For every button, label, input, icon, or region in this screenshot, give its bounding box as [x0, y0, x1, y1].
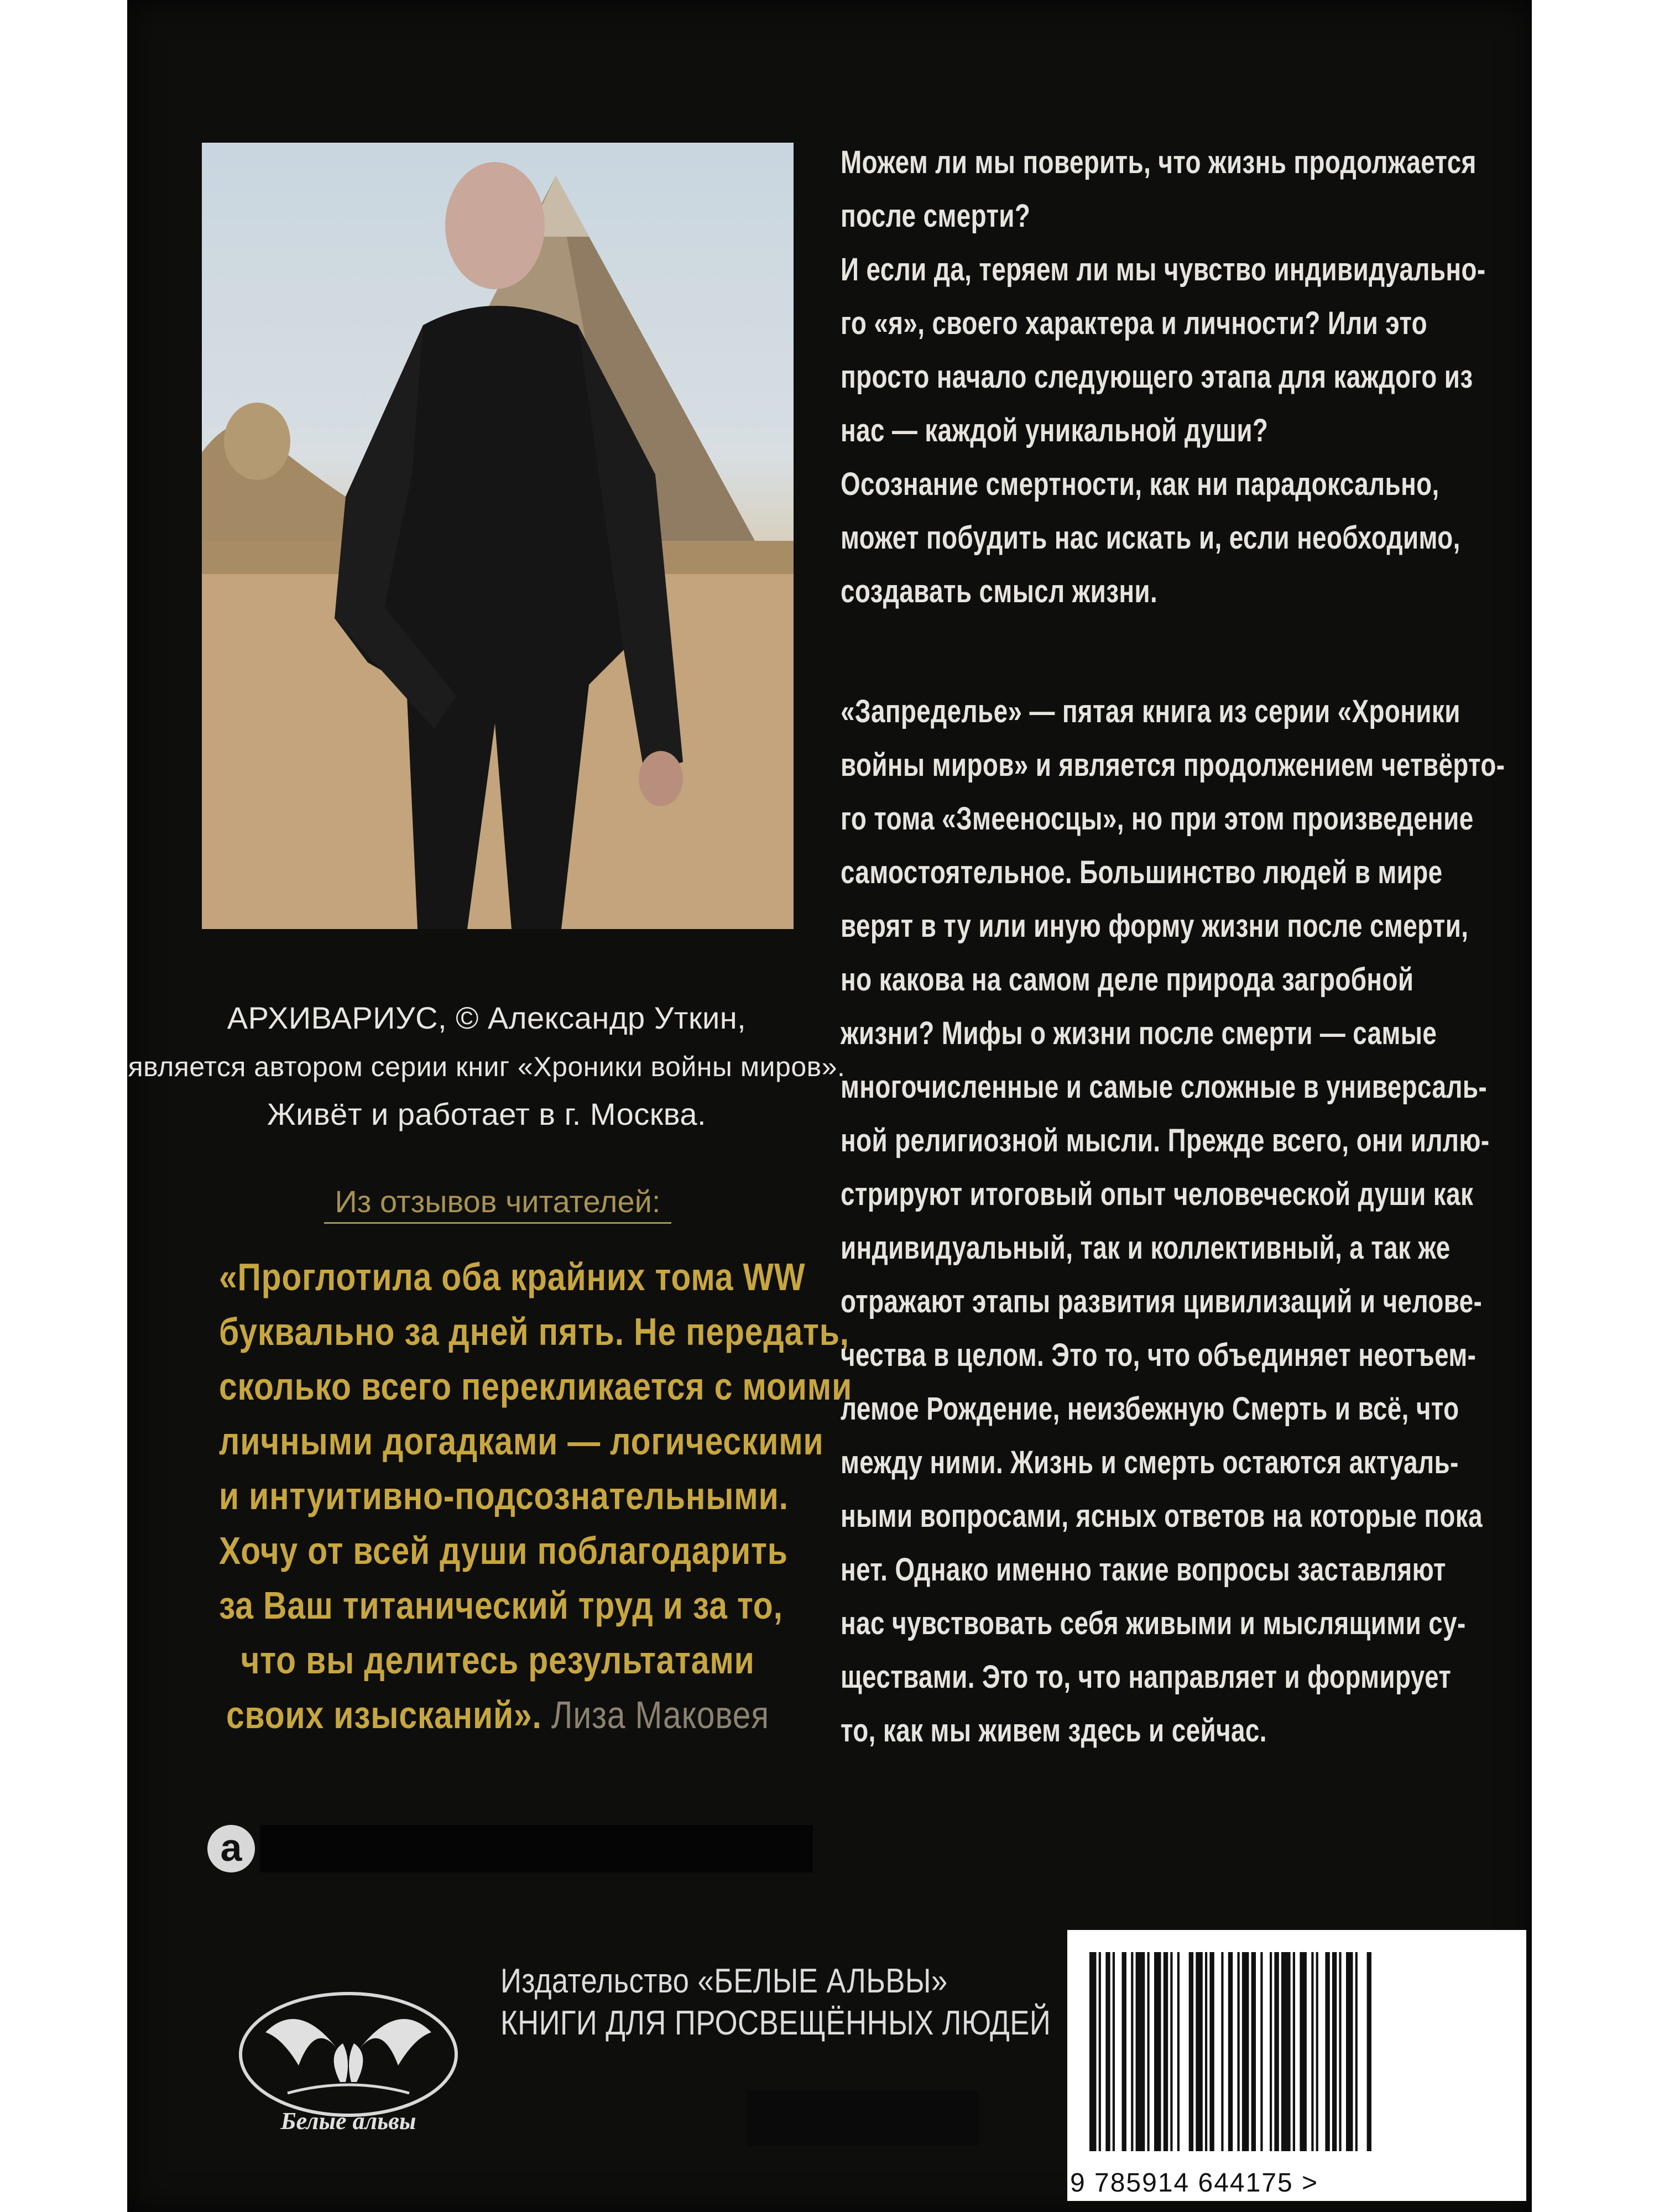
- blurb-line: то, как мы живем здесь и сейчас.: [841, 1713, 1267, 1749]
- swan-wing-right: [359, 2019, 431, 2065]
- blurb-line: стрируют итоговый опыт человеческой души как: [841, 1176, 1474, 1212]
- barcode-bar: [1293, 1952, 1295, 2151]
- author-caption-line1: АРХИВАРИУС, © Александр Уткин,: [227, 1000, 747, 1035]
- blurb-line: жизни? Мифы о жизни после смерти — самые: [841, 1015, 1437, 1051]
- blurb-line: после смерти?: [841, 198, 1031, 234]
- quote-line-last: [219, 1688, 776, 1743]
- quote-line: «Проглотила оба крайних тома WW: [219, 1255, 806, 1298]
- blurb-line: между ними. Жизнь и смерть остаются актуаль-: [841, 1444, 1459, 1480]
- barcode-bar: [1089, 1952, 1097, 2151]
- reviews-heading-text: Из отзывов читателей:: [324, 1184, 672, 1224]
- barcode-bar: [1238, 1952, 1240, 2151]
- barcode-bar: [1099, 1952, 1101, 2151]
- blurb-line: отражают этапы развития цивилизаций и челове-: [841, 1284, 1483, 1319]
- barcode-bars: [1067, 1930, 1526, 2168]
- publisher-line1: Издательство «БЕЛЫЕ АЛЬВЫ»: [500, 1962, 948, 2000]
- man-head: [445, 162, 545, 289]
- blurb-line: чества в целом. Это то, что объединяет неотъем-: [841, 1337, 1477, 1373]
- barcode-bar: [1177, 1952, 1180, 2151]
- barcode-bar: [1205, 1952, 1207, 2151]
- barcode-bar: [1260, 1952, 1262, 2151]
- barcode-bar: [1154, 1952, 1161, 2151]
- blurb-line: но какова на самом деле природа загробной: [841, 962, 1414, 998]
- barcode-bar: [1251, 1952, 1256, 2151]
- barcode-bar: [1147, 1952, 1150, 2151]
- barcode-bar: [1325, 1952, 1329, 2151]
- blurb-line: верят в ту или иную форму жизни после смерти,: [841, 908, 1469, 944]
- barcode-bar: [1105, 1952, 1110, 2151]
- swan-body-right: [349, 2043, 363, 2082]
- barcode-bar: [1242, 1952, 1249, 2151]
- barcode-bar: [1281, 1952, 1291, 2151]
- man-hand: [639, 751, 683, 806]
- sphinx-head: [224, 403, 290, 480]
- author-photo: [202, 143, 794, 929]
- barcode-bar: [1300, 1952, 1307, 2151]
- barcode-bar: [1170, 1952, 1172, 2151]
- blurb-line: Осознание смертности, как ни парадоксально,: [841, 466, 1439, 502]
- swan-body-left: [334, 2043, 348, 2082]
- barcode-bar: [1332, 1952, 1337, 2151]
- publisher-line2: КНИГИ ДЛЯ ПРОСВЕЩЁННЫХ ЛЮДЕЙ: [500, 2004, 1051, 2042]
- blurb-line: ной религиозной мысли. Прежде всего, они иллю-: [841, 1123, 1490, 1159]
- redacted-block: [747, 2090, 979, 2146]
- blurb-line: го тома «Змееносцы», но при этом произведение: [841, 801, 1474, 837]
- blurb-text: [841, 135, 1505, 1757]
- swan-logo-icon: [232, 1988, 465, 2137]
- blurb-line: многочисленные и самые сложные в универсаль-: [841, 1069, 1488, 1105]
- barcode-bar: [1196, 1952, 1203, 2151]
- blurb-line: ществами. Это то, что направляет и формирует: [841, 1659, 1452, 1695]
- blurb-line: может побудить нас искать и, если необходимо,: [841, 520, 1460, 556]
- blurb-line: индивидуальный, так и коллективный, а так же: [841, 1230, 1451, 1266]
- barcode-bar: [1274, 1952, 1279, 2151]
- quote-line: и интуитивно-подсознательными.: [219, 1474, 789, 1517]
- barcode-bar: [1189, 1952, 1193, 2151]
- blurb-line: нет. Однако именно такие вопросы заставляют: [841, 1552, 1446, 1588]
- blurb-line: создавать смысл жизни.: [841, 573, 1158, 609]
- author-caption-line2: является автором серии книг «Хроники войны миров».: [128, 1051, 846, 1082]
- blurb-line: Можем ли мы поверить, что жизнь продолжается: [841, 144, 1477, 180]
- blurb-line: го «я», своего характера и личности? Или это: [841, 305, 1428, 341]
- quote-line: сколько всего перекликается с моими: [219, 1365, 853, 1408]
- blurb-line: лемое Рождение, неизбежную Смерть и всё, что: [841, 1391, 1459, 1427]
- reader-quote: [219, 1250, 853, 1743]
- author-caption-line3: Живёт и работает в г. Москва.: [267, 1097, 707, 1131]
- barcode-bar: [1316, 1952, 1318, 2151]
- publisher-badge-icon: a: [207, 1825, 255, 1872]
- swan-wing-left: [265, 2019, 337, 2065]
- author-photo-illustration: [202, 143, 794, 929]
- blurb-line: нас — каждой уникальной души?: [841, 413, 1269, 448]
- paragraph-gap: [841, 618, 1391, 685]
- barcode-bar: [1228, 1952, 1233, 2151]
- barcode-bar: [1311, 1952, 1313, 2151]
- barcode-bar: [1339, 1952, 1341, 2151]
- barcode-bar: [1113, 1952, 1115, 2151]
- barcode-bar: [1136, 1952, 1145, 2151]
- quote-line: буквально за дней пять. Не передать,: [219, 1310, 849, 1353]
- blurb-line: нас чувствовать себя живыми и мыслящими су-: [841, 1605, 1466, 1641]
- quote-author: Лиза Маковея: [551, 1693, 769, 1736]
- barcode: [1067, 1930, 1526, 2201]
- isbn-digits: 9 785914 644175 >: [1070, 2168, 1319, 2198]
- blurb-line: «Запределье» — пятая книга из серии «Хроники: [841, 693, 1460, 729]
- quote-line: за Ваш титанический труд и за то,: [219, 1584, 783, 1627]
- barcode-bar: [1122, 1952, 1126, 2151]
- redacted-bar: [260, 1825, 813, 1872]
- quote-line: личными догадками — логическими: [219, 1420, 824, 1463]
- barcode-bar: [1346, 1952, 1353, 2151]
- barcode-bar: [1209, 1952, 1214, 2151]
- blurb-line: ными вопросами, ясных ответов на которые пока: [841, 1498, 1483, 1534]
- quote-line: что вы делитесь результатами: [241, 1639, 755, 1682]
- barcode-bar: [1131, 1952, 1133, 2151]
- blurb-line: И если да, теряем ли мы чувство индивидуально-: [841, 252, 1486, 288]
- quote-line: своих изысканий».: [226, 1693, 542, 1736]
- barcode-bar: [1270, 1952, 1272, 2151]
- quote-line: Хочу от всей души поблагодарить: [219, 1529, 788, 1572]
- blurb-line: просто начало следующего этапа для каждого из: [841, 359, 1473, 395]
- barcode-bar: [1355, 1952, 1358, 2151]
- logo-wave: [288, 2085, 409, 2093]
- blurb-line: войны миров» и является продолжением четвёрто-: [841, 747, 1505, 783]
- barcode-bar: [1164, 1952, 1168, 2151]
- blurb-line: самостоятельное. Большинство людей в мире: [841, 854, 1443, 890]
- reviews-heading: [127, 1183, 868, 1219]
- publisher-info: [500, 1960, 1051, 2044]
- logo-text: Белые альвы: [280, 2107, 416, 2135]
- barcode-bar: [1221, 1952, 1223, 2151]
- barcode-bar: [1367, 1952, 1371, 2151]
- logo-oval: [241, 1994, 456, 2115]
